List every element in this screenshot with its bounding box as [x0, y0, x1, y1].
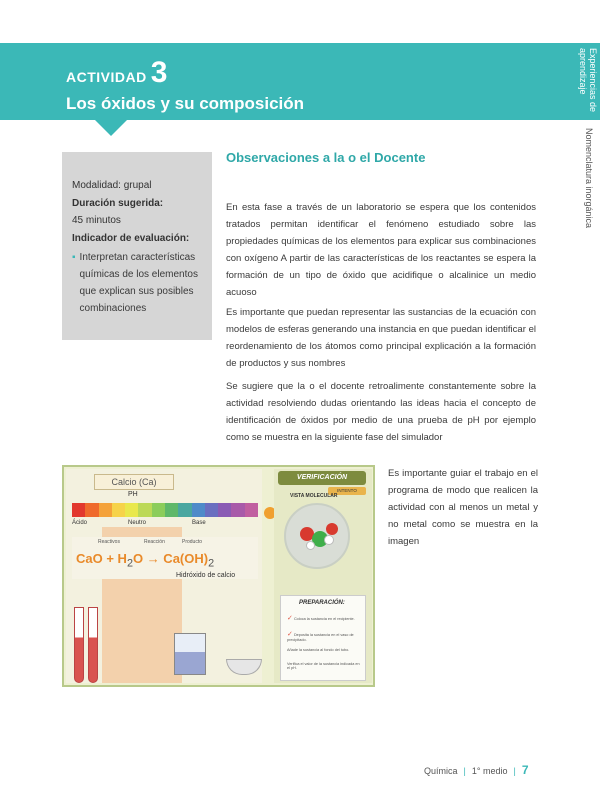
activity-word: ACTIVIDAD	[66, 69, 147, 85]
ph-neutral-label: Neutro	[128, 520, 147, 526]
ph-swatch	[112, 503, 125, 517]
activity-label	[66, 58, 167, 88]
ph-swatch	[205, 503, 218, 517]
atom-icon	[324, 535, 334, 545]
footer-separator: |	[463, 766, 466, 776]
simulator-lab-panel	[66, 469, 262, 683]
paragraph-2: Es importante que puedan representar las sustancias de la ecuación con modelos de esferas generando una instancia en que puedan identificar el reordenamiento de los átomos como principal explicación a la formación de productos y sus nombres	[226, 307, 536, 369]
molecular-view	[284, 503, 350, 569]
check-icon: ✓	[287, 615, 293, 622]
header-notch	[95, 120, 127, 136]
ph-swatch	[138, 503, 151, 517]
eq-head-producto: Producto	[182, 539, 203, 545]
beaker-icon	[174, 633, 206, 675]
prep-line-text: Verifica el valor de la sustancia indicada en el pH.	[287, 662, 360, 670]
paragraph-4: Es importante guiar el trabajo en el programa de modo que realicen la actividad con al menos un metal y no metal como se muestra en la imagen	[388, 468, 538, 547]
ph-base-label: Base	[192, 520, 206, 526]
indicator-list	[72, 249, 207, 317]
prep-line-text: Deposita la sustancia en el vaso de precipitado.	[287, 633, 354, 642]
formula-sub2: 2	[208, 557, 215, 570]
prep-line	[287, 648, 363, 652]
test-tube-icon	[88, 607, 98, 683]
side-tab-text: Experiencias de aprendizaje	[578, 48, 598, 113]
ph-swatch	[152, 503, 165, 517]
verification-title: VERIFICACIÓN	[278, 471, 366, 485]
page-number: 7	[521, 763, 529, 777]
prep-line	[287, 630, 363, 642]
footer-level: 1° medio	[471, 766, 508, 776]
ph-swatch	[178, 503, 191, 517]
side-topic: Nomenclatura inorgánica	[584, 128, 594, 229]
test-tube-icon	[74, 607, 84, 683]
page-title: Los óxidos y su composición	[66, 94, 305, 113]
ph-swatch	[192, 503, 205, 517]
ph-swatch	[125, 503, 138, 517]
ph-acid-label: Ácido	[72, 520, 88, 526]
eq-head-reaccion: Reacción	[144, 539, 165, 545]
preparation-card	[280, 595, 366, 681]
activity-number: 3	[150, 56, 168, 89]
ph-swatch	[231, 503, 244, 517]
simulator-screenshot	[62, 465, 375, 687]
eq-head-reactivos: Reactivos	[98, 539, 120, 545]
bowl-icon	[226, 659, 262, 675]
ph-swatch	[72, 503, 85, 517]
modalidad: Modalidad: grupal	[72, 180, 152, 191]
formula-left: CaO + H	[76, 551, 127, 566]
ph-swatch	[245, 503, 258, 517]
indicator-item	[72, 249, 207, 317]
molecular-view-label: VISTA MOLECULAR	[290, 493, 338, 499]
duracion-value: 45 minutos	[72, 215, 121, 226]
indicator-item-text: Interpretan características químicas de los elementos que explican sus posibles combinaciones	[79, 252, 198, 314]
ph-swatch	[218, 503, 231, 517]
bullet-icon: ▪	[72, 252, 76, 263]
element-label: Calcio (Ca)	[94, 474, 174, 490]
atom-icon	[326, 523, 338, 535]
footer-subject: Química	[424, 766, 458, 776]
paragraph-1: En esta fase a través de un laboratorio se espera que los contenidos tratados permitan identificar el fenómeno estudiado sobre las propiedades químicas de los elementos para explicar sus combinaciones con oxígeno A partir de las características de los reactantes se espera la formación de un tipo de óxido que acidifique o alcalinice un medio acuoso	[226, 202, 536, 298]
atom-icon	[306, 541, 315, 550]
verification-badge: INTENTO	[328, 487, 366, 495]
formula-sub: 2	[126, 557, 133, 570]
duracion-label: Duración sugerida:	[72, 198, 164, 209]
ph-swatch	[165, 503, 178, 517]
ph-swatch	[85, 503, 98, 517]
footer	[424, 763, 529, 777]
indicador-label: Indicador de evaluación:	[72, 233, 190, 244]
paragraph-3: Se sugiere que la o el docente retroalimente constantemente sobre la actividad resolviendo dudas orientando las ideas hacia el concepto de identificación de óxidos por medio de una prueba de pH por ejemplo como se muestra en la siguiente fase del simulador	[226, 381, 536, 443]
formula-mid: O → Ca(OH)	[132, 551, 209, 566]
prep-line	[287, 614, 363, 622]
footer-separator: |	[513, 766, 516, 776]
prep-line-text: Coloca la sustancia en el recipiente.	[293, 617, 355, 621]
prep-line-text: Añade la sustancia al fondo del tubo.	[287, 648, 350, 652]
ph-swatch	[99, 503, 112, 517]
preparation-title: PREPARACIÓN:	[299, 600, 345, 606]
product-name: Hidróxido de calcio	[176, 572, 236, 579]
section-title: Observaciones a la o el Docente	[226, 150, 426, 165]
prep-line	[287, 662, 363, 670]
ph-scale	[72, 503, 258, 517]
info-box	[62, 152, 212, 340]
simulator-verification-panel	[274, 469, 372, 683]
chemical-equation	[76, 551, 214, 570]
ph-label: PH	[128, 491, 138, 498]
check-icon: ✓	[287, 631, 293, 638]
